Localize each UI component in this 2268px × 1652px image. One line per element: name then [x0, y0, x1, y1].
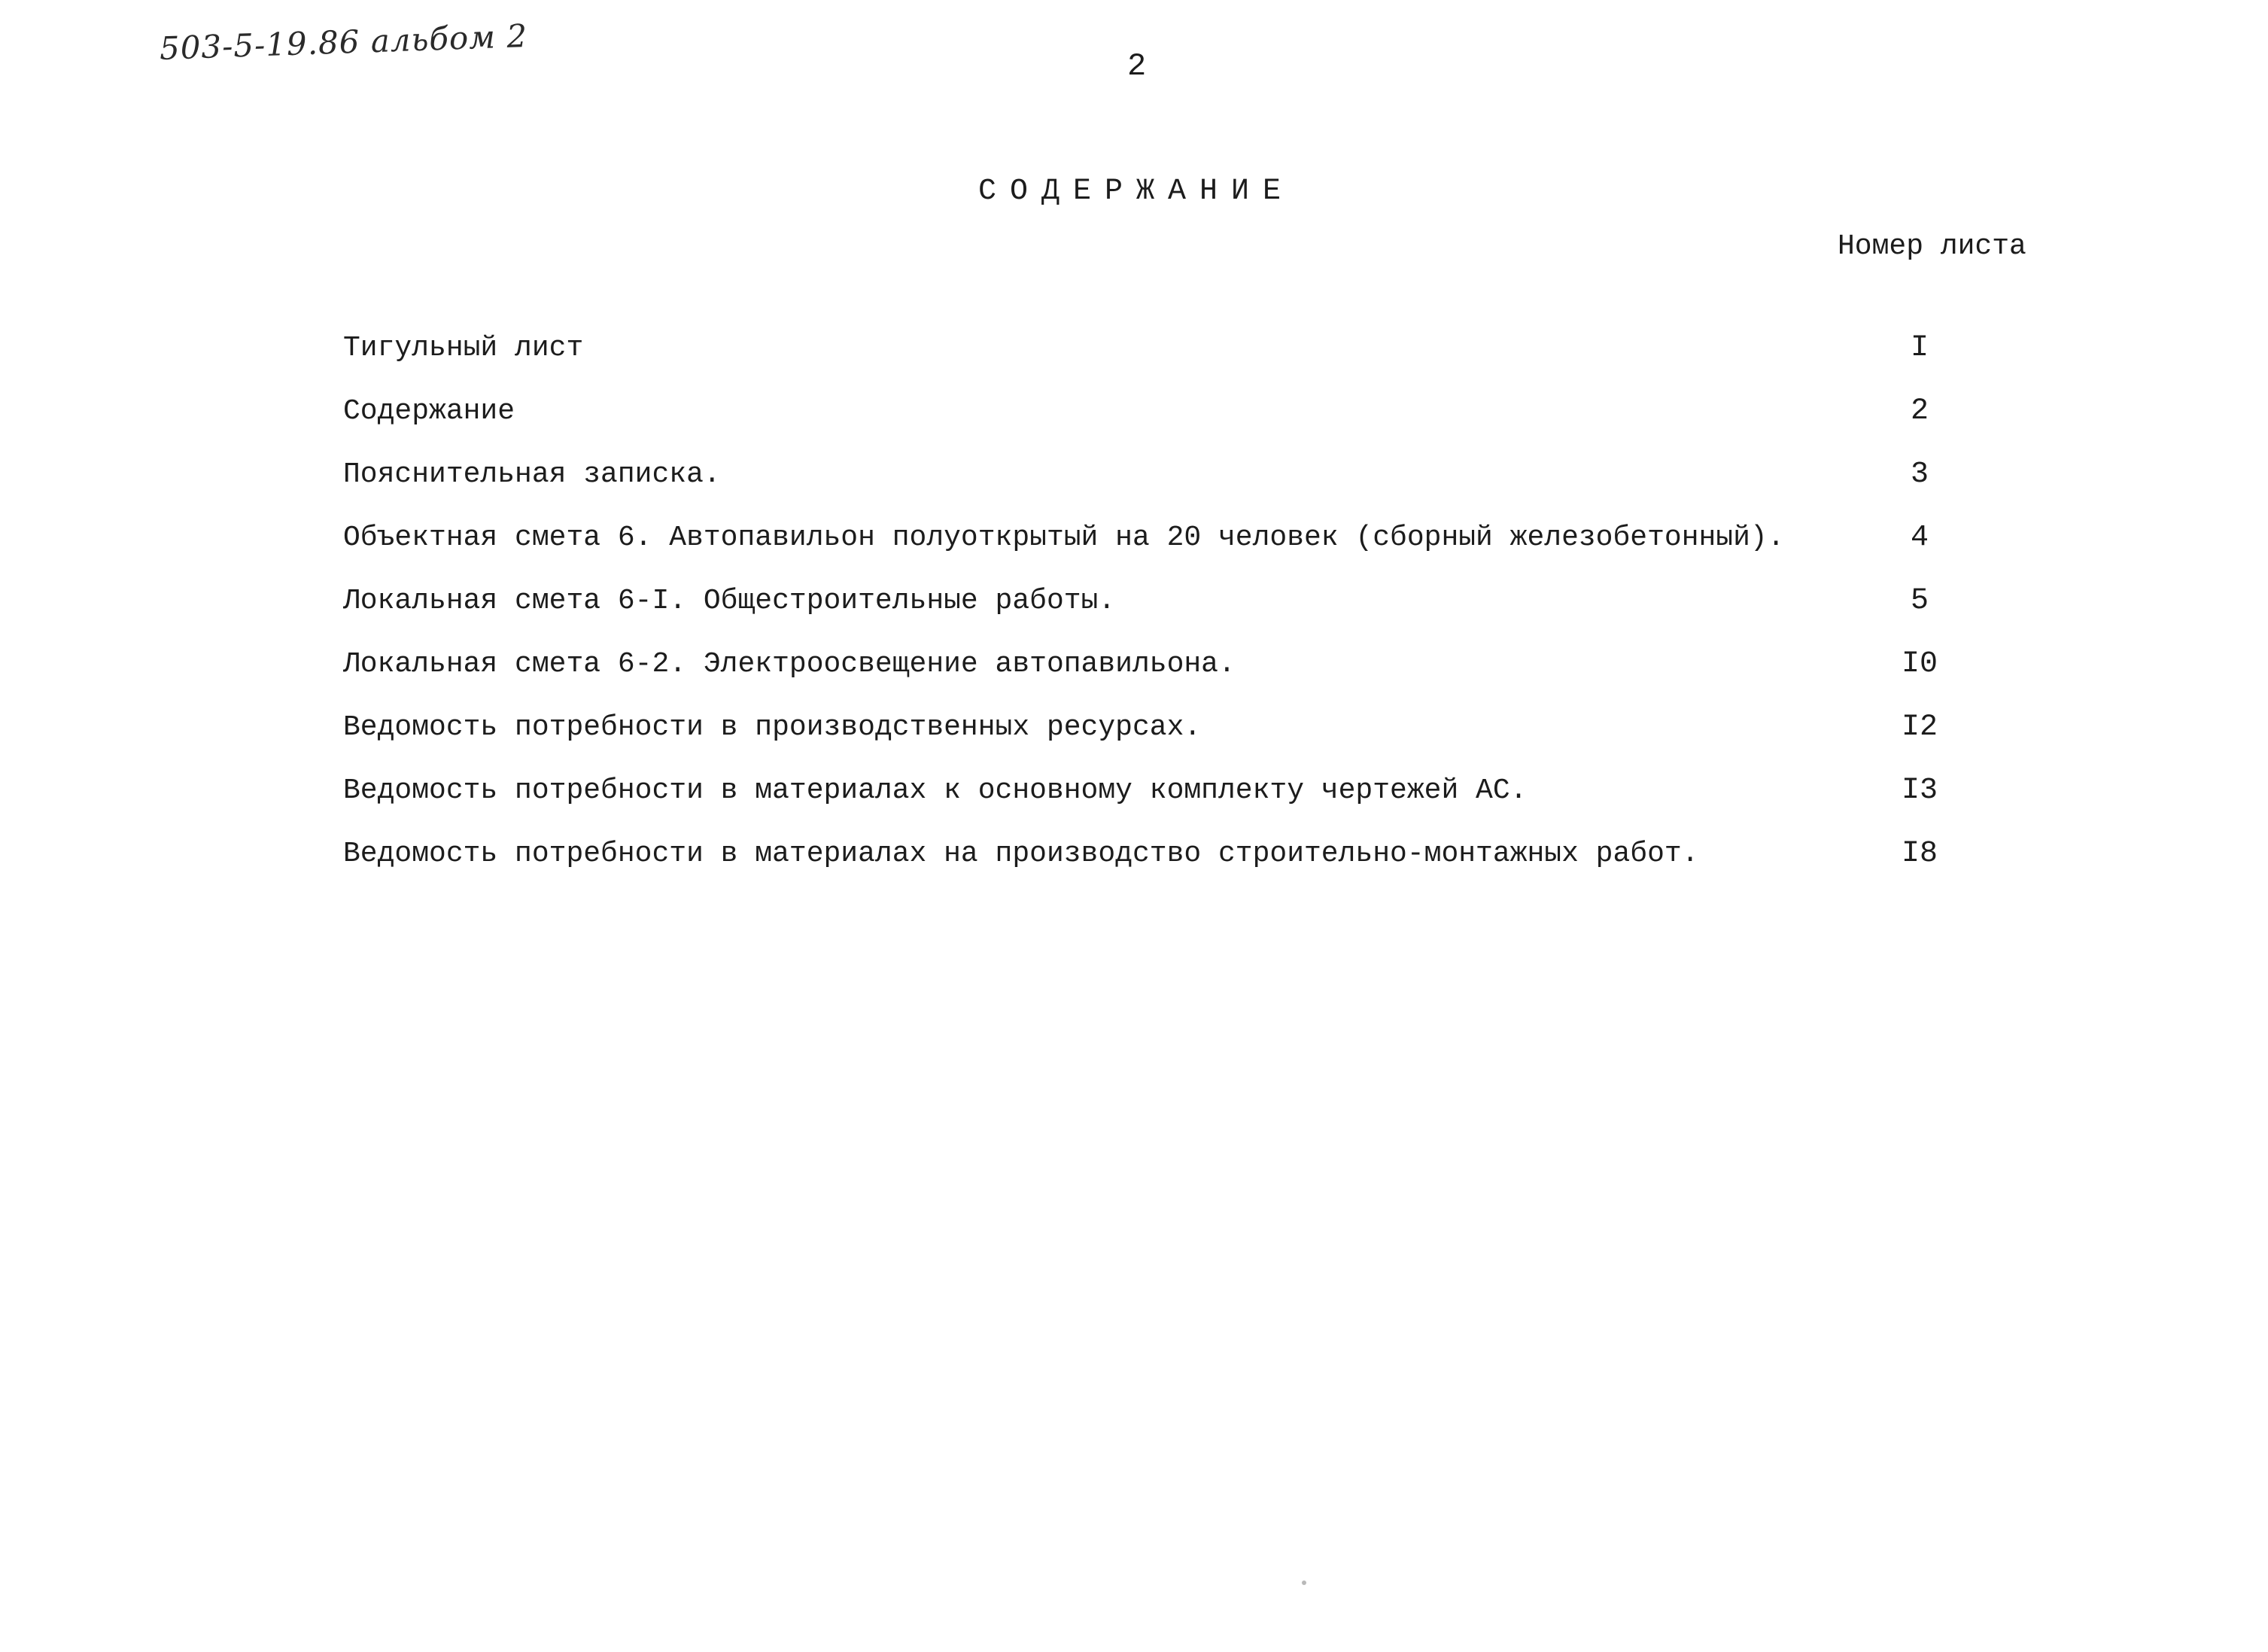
toc-entry-sheet-number: 3 — [1910, 457, 1929, 491]
toc-row — [343, 695, 1984, 759]
toc-entry-title: Локальная смета 6-I. Общестроительные работы. — [343, 584, 1116, 617]
toc-entry-title: Содержание — [343, 394, 515, 427]
toc-entry-title: Пояснительная записка. — [343, 458, 721, 491]
toc-row — [343, 316, 1984, 379]
toc-row — [343, 822, 1984, 885]
toc-row — [343, 379, 1984, 443]
toc-row — [343, 443, 1984, 506]
toc-entry-title: Тигульный лист — [343, 331, 584, 364]
toc-entry-sheet-number: I3 — [1901, 773, 1938, 808]
toc-entry-sheet-number: I0 — [1901, 647, 1938, 681]
table-of-contents — [343, 316, 1984, 885]
toc-entry-sheet-number: 5 — [1910, 583, 1929, 618]
toc-row — [343, 506, 1984, 569]
toc-entry-sheet-number: I8 — [1901, 836, 1938, 871]
toc-entry-sheet-number: I — [1910, 330, 1929, 365]
toc-entry-title: Ведомость потребности в производственных ресурсах. — [343, 710, 1202, 744]
sheet-number-column-header: Номер листа — [1838, 230, 2026, 263]
toc-entry-sheet-number: 2 — [1910, 394, 1929, 428]
toc-entry-title: Объектная смета 6. Автопавильон полуоткрытый на 20 человек (сборный железобетонный). — [343, 521, 1785, 554]
page-number: 2 — [1127, 48, 1147, 84]
toc-entry-title: Ведомость потребности в материалах на производство строительно-монтажных работ. — [343, 837, 1699, 870]
handwritten-album-note: 503-5-19.86 альбом 2 — [159, 17, 528, 67]
toc-row — [343, 569, 1984, 632]
scan-speck — [1302, 1581, 1306, 1585]
toc-entry-sheet-number: I2 — [1901, 710, 1938, 744]
page-title: СОДЕРЖАНИЕ — [978, 175, 1295, 208]
toc-entry-sheet-number: 4 — [1910, 520, 1929, 555]
toc-entry-title: Локальная смета 6-2. Электроосвещение автопавильона. — [343, 647, 1236, 680]
toc-row — [343, 759, 1984, 822]
toc-row — [343, 632, 1984, 695]
toc-entry-title: Ведомость потребности в материалах к основному комплекту чертежей АС. — [343, 774, 1528, 807]
